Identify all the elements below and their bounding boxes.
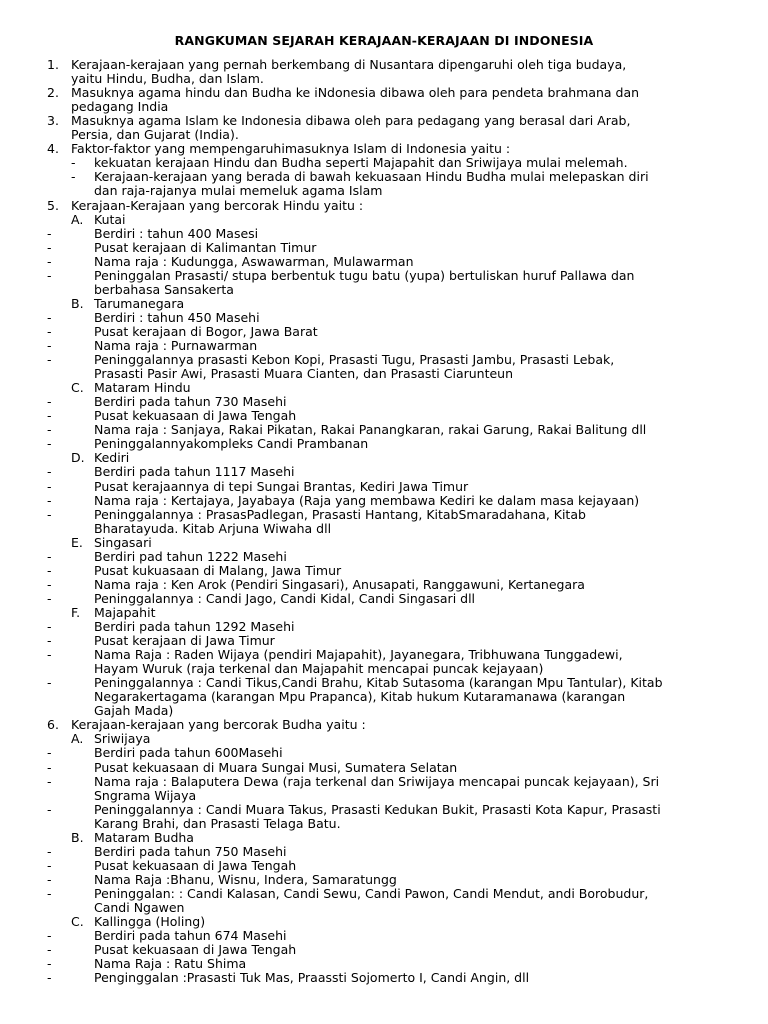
list-text: Majapahit <box>94 604 156 620</box>
list-text: dan raja-rajanya mulai memeluk agama Islam <box>94 183 383 199</box>
list-marker: C. <box>71 380 84 396</box>
list-text: Berdiri pada tahun 750 Masehi <box>94 843 287 859</box>
list-marker: - <box>47 970 52 986</box>
list-text: Karang Brahi, dan Prasasti Telaga Batu. <box>94 815 341 831</box>
list-marker: - <box>47 576 52 592</box>
list-marker: F. <box>71 604 81 620</box>
list-text: Nama raja : Sanjaya, Rakai Pikatan, Rakai Panangkaran, rakai Garung, Rakai Balitung dll <box>94 422 647 438</box>
list-text: Peninggalannya : Candi Jago, Candi Kidal, Candi Singasari dll <box>94 590 476 606</box>
list-marker: - <box>47 253 52 269</box>
list-text: Pusat kerajaan di Kalimantan Timur <box>94 239 317 255</box>
list-text: Kediri <box>94 450 130 466</box>
list-marker: - <box>47 885 52 901</box>
list-text: Mataram Budha <box>94 829 194 845</box>
list-text: Pusat kekuasaan di Jawa Tengah <box>94 942 297 958</box>
list-text: Berdiri : tahun 450 Masehi <box>94 309 260 325</box>
list-text: Kerajaan-Kerajaan yang bercorak Hindu yaitu : <box>71 197 364 213</box>
list-marker: 6. <box>47 717 59 733</box>
list-text: Berdiri pada tahun 674 Masehi <box>94 928 287 944</box>
list-text: Nama raja : Ken Arok (Pendiri Singasari), Anusapati, Ranggawuni, Kertanegara <box>94 576 585 592</box>
list-text: Negarakertagama (karangan Mpu Prapanca), Kitab hukum Kutaramanawa (karangan <box>94 689 626 705</box>
list-marker: - <box>47 843 52 859</box>
list-text: Kerajaan-kerajaan yang pernah berkembang di Nusantara dipengaruhi oleh tiga budaya, <box>71 57 627 72</box>
list-text: Kutai <box>94 211 126 227</box>
list-text: Masuknya agama Islam ke Indonesia dibawa oleh para pedagang yang berasal dari Arab, <box>71 113 631 129</box>
list-text: Peninggalannya : PrasasPadlegan, Prasasti Hantang, KitabSmaradahana, Kitab <box>94 506 586 522</box>
list-marker: - <box>47 801 52 817</box>
list-text: Pusat kekuasaan di Jawa Tengah <box>94 857 297 873</box>
list-text: Nama raja : Kudungga, Aswawarman, Mulawarman <box>94 253 414 269</box>
list-text: Berdiri pada tahun 1292 Masehi <box>94 619 295 634</box>
list-text: Faktor-faktor yang mempengaruhimasuknya Islam di Indonesia yaitu : <box>71 141 511 157</box>
list-text: Nama Raja : Raden Wijaya (pendiri Majapahit), Jayanegara, Tribhuwana Tunggadewi, <box>94 647 623 663</box>
list-marker: - <box>47 562 52 578</box>
list-text: Pusat kekuasaan di Jawa Tengah <box>94 408 297 424</box>
list-marker: - <box>47 394 52 410</box>
list-text: Sngrama Wijaya <box>94 787 197 803</box>
list-text: Pusat kukuasaan di Malang, Jawa Timur <box>94 562 342 578</box>
list-marker: - <box>71 169 76 185</box>
list-marker: A. <box>71 731 84 747</box>
list-text: Masuknya agama hindu dan Budha ke iNdonesia dibawa oleh para pendeta brahmana dan <box>71 85 640 101</box>
list-marker: - <box>47 956 52 972</box>
list-marker: C. <box>71 914 84 930</box>
list-text: pedagang India <box>71 99 169 115</box>
list-marker: - <box>47 647 52 663</box>
list-marker: - <box>47 619 52 634</box>
list-text: Singasari <box>94 534 152 550</box>
list-marker: - <box>47 590 52 606</box>
list-marker: 3. <box>47 113 59 129</box>
list-text: Mataram Hindu <box>94 380 191 396</box>
list-marker: - <box>47 857 52 873</box>
list-text: yaitu Hindu, Budha, dan Islam. <box>71 71 264 87</box>
list-text: Candi Ngawen <box>94 900 185 915</box>
list-marker: - <box>47 759 52 775</box>
list-text: Kerajaan-kerajaan yang bercorak Budha yaitu : <box>71 717 366 733</box>
list-marker: A. <box>71 211 84 227</box>
list-text: Hayam Wuruk (raja terkenal dan Majapahit mencapai puncak kejayaan) <box>94 661 544 677</box>
list-marker: - <box>47 773 52 789</box>
list-text: Peninggalannyakompleks Candi Prambanan <box>94 436 369 452</box>
list-text: Penginggalan :Prasasti Tuk Mas, Praassti Sojomerto I, Candi Angin, dll <box>94 970 530 986</box>
list-text: Kerajaan-kerajaan yang berada di bawah kekuasaan Hindu Budha mulai melepaskan diri <box>94 169 649 185</box>
list-text: Gajah Mada) <box>94 703 174 719</box>
list-marker: - <box>47 548 52 564</box>
list-marker: - <box>47 408 52 424</box>
list-text: Persia, dan Gujarat (India). <box>71 127 239 143</box>
list-text: Berdiri : tahun 400 Masesi <box>94 225 259 241</box>
list-marker: - <box>47 633 52 649</box>
list-marker: - <box>47 309 52 325</box>
list-marker: - <box>47 267 52 283</box>
list-text: Pusat kekuasaan di Muara Sungai Musi, Sumatera Selatan <box>94 759 458 775</box>
list-text: Sriwijaya <box>94 731 151 747</box>
list-marker: - <box>47 745 52 761</box>
list-text: kekuatan kerajaan Hindu dan Budha seperti Majapahit dan Sriwijaya mulai melemah. <box>94 155 628 171</box>
list-text: Berdiri pad tahun 1222 Masehi <box>94 548 287 564</box>
list-marker: - <box>47 422 52 438</box>
list-text: Berdiri pada tahun 600Masehi <box>94 745 283 761</box>
list-marker: - <box>47 675 52 691</box>
list-text: Berdiri pada tahun 1117 Masehi <box>94 464 295 480</box>
list-marker: - <box>47 492 52 508</box>
list-marker: 4. <box>47 141 59 157</box>
list-marker: - <box>71 155 76 171</box>
list-text: Kallingga (Holing) <box>94 914 206 930</box>
list-marker: - <box>47 352 52 368</box>
list-marker: B. <box>71 829 84 845</box>
list-text: Pusat kerajaan di Bogor, Jawa Barat <box>94 323 318 339</box>
list-marker: - <box>47 225 52 241</box>
list-text: Nama raja : Balaputera Dewa (raja terkenal dan Sriwijaya mencapai puncak kejayaan), Sri <box>94 773 660 789</box>
list-text: Nama Raja : Ratu Shima <box>94 956 247 972</box>
list-text: Berdiri pada tahun 730 Masehi <box>94 394 287 410</box>
list-text: Peninggalannya : Candi Tikus,Candi Brahu, Kitab Sutasoma (karangan Mpu Tantular), Kitab <box>94 675 663 691</box>
list-text: Peninggalannya : Candi Muara Takus, Prasasti Kedukan Bukit, Prasasti Kota Kapur, Prasasti <box>94 801 661 817</box>
list-marker: - <box>47 323 52 339</box>
list-marker: - <box>47 338 52 353</box>
list-marker: - <box>47 871 52 887</box>
list-marker: B. <box>71 295 84 311</box>
list-marker: - <box>47 464 52 480</box>
list-text: Nama raja : Purnawarman <box>94 338 258 353</box>
list-text: Pusat kerajaan di Jawa Timur <box>94 633 275 649</box>
list-text: Peninggalannya prasasti Kebon Kopi, Prasasti Tugu, Prasasti Jambu, Prasasti Lebak, <box>94 352 615 368</box>
list-text: Peninggalan Prasasti/ stupa berbentuk tugu batu (yupa) bertuliskan huruf Pallawa dan <box>94 267 635 283</box>
list-marker: - <box>47 478 52 494</box>
document-title: RANGKUMAN SEJARAH KERAJAAN-KERAJAAN DI INDONESIA <box>174 33 594 48</box>
list-marker: - <box>47 942 52 958</box>
list-marker: - <box>47 506 52 522</box>
list-text: Pusat kerajaannya di tepi Sungai Brantas, Kediri Jawa Timur <box>94 478 469 494</box>
list-text: Nama raja : Kertajaya, Jayabaya (Raja yang membawa Kediri ke dalam masa kejayaan) <box>94 492 640 508</box>
list-text: Peninggalan: : Candi Kalasan, Candi Sewu, Candi Pawon, Candi Mendut, andi Borobudur, <box>94 885 649 901</box>
list-marker: D. <box>71 450 85 466</box>
list-marker: - <box>47 928 52 944</box>
list-text: Tarumanegara <box>94 295 185 311</box>
list-marker: 1. <box>47 57 59 72</box>
list-marker: 5. <box>47 197 59 213</box>
list-marker: - <box>47 239 52 255</box>
list-text: berbahasa Sansakerta <box>94 281 234 297</box>
list-marker: E. <box>71 534 83 550</box>
list-marker: - <box>47 436 52 452</box>
list-text: Bharatayuda. Kitab Arjuna Wiwaha dll <box>94 520 332 536</box>
list-text: Nama Raja :Bhanu, Wisnu, Indera, Samaratungg <box>94 871 397 887</box>
list-text: Prasasti Pasir Awi, Prasasti Muara Cianten, dan Prasasti Ciarunteun <box>94 366 514 382</box>
list-marker: 2. <box>47 85 59 101</box>
